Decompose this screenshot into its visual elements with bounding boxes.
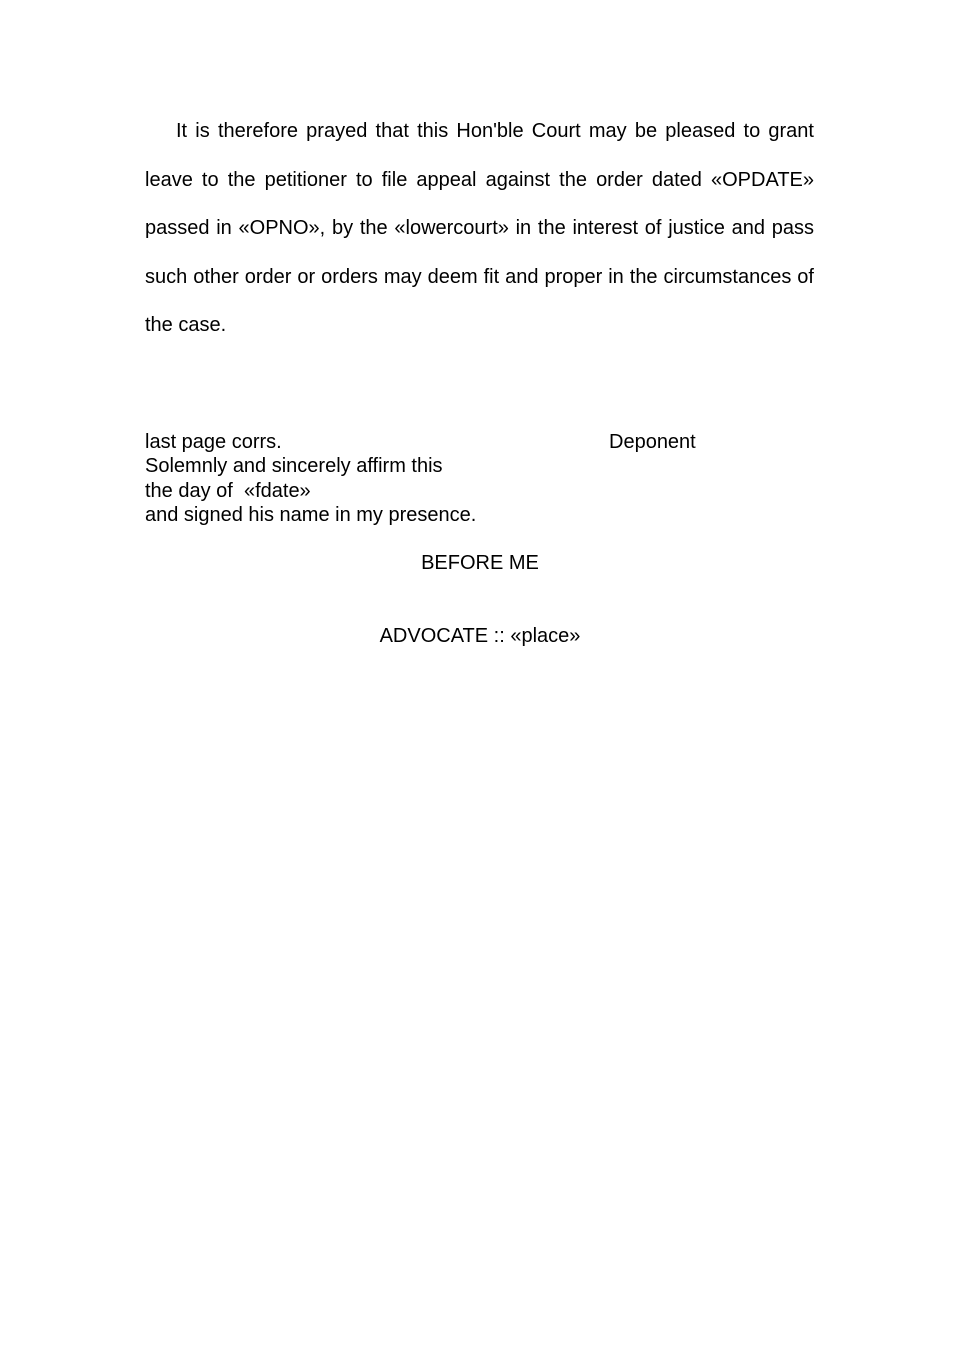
before-me-label: BEFORE ME	[421, 552, 539, 574]
deponent-label: Deponent	[609, 431, 696, 453]
signed-line: and signed his name in my presence.	[145, 503, 477, 526]
last-page-corrs-line: last page corrs.	[145, 431, 282, 453]
affirm-line: Solemnly and sincerely affirm this	[145, 455, 443, 478]
day-of-line: the day of «fdate»	[145, 479, 311, 502]
advocate-place-label: ADVOCATE :: «place»	[379, 625, 581, 647]
prayer-paragraph: It is therefore prayed that this Hon'ble Court may be pleased to grant leave to the petitioner to file appeal against the order dated «OPDATE» passed in «OPNO», by the «lowercourt» in the interest of justice and pass such other order or orders may deem fit and proper in the circumstances of the case.	[145, 120, 814, 336]
affirmation-block	[145, 430, 814, 527]
